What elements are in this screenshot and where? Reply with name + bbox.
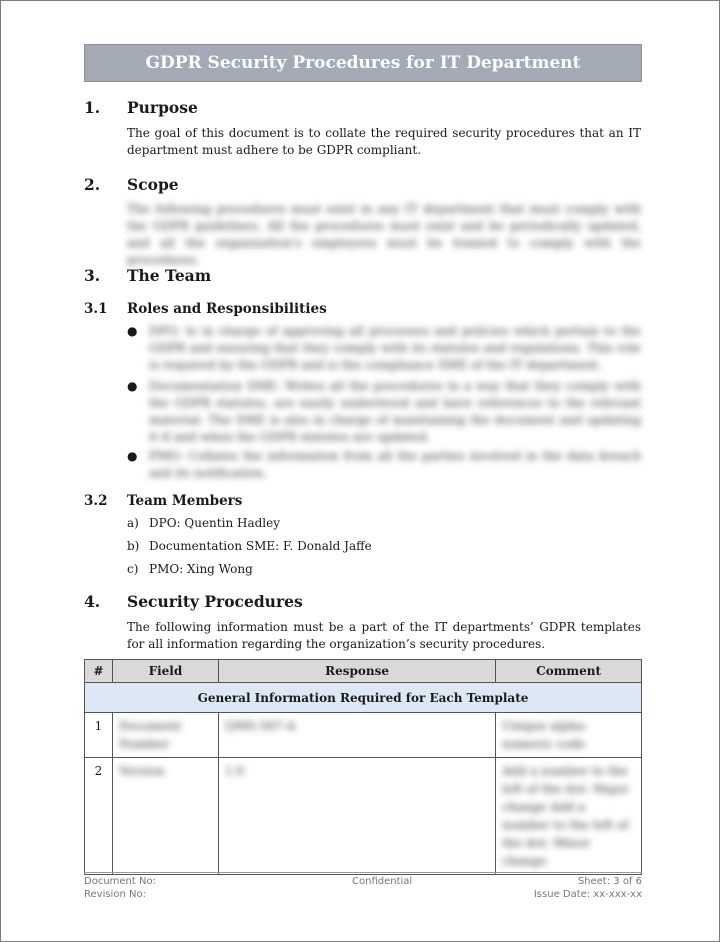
list-item [127, 323, 641, 374]
page-footer [84, 872, 642, 900]
role-text: DPO: Is in charge of approving all processes and policies which pertain to the GDPR and ensuring that they comply with its statutes and regulations. This role is required by the GDPR and is the compliance SME of the IT department. [149, 324, 641, 372]
section-heading-team [84, 266, 211, 285]
list-letter: a) [127, 516, 139, 530]
column-header-comment: Comment [496, 660, 642, 683]
row-index: 2 [85, 758, 113, 875]
subsection-number: 3.2 [84, 493, 108, 509]
footer-revision-no: Revision No: [84, 889, 146, 900]
footer-sheet: Sheet: 3 of 6 [577, 876, 642, 887]
list-item [127, 448, 641, 482]
scope-text: The following procedures must exist in any IT department that must comply with the GDPR guidelines. All the procedures must exist and be periodically updated, and all the organization's employees must be trained to comply with the procedures. [127, 202, 641, 267]
section-heading-purpose [84, 98, 198, 117]
list-item [127, 562, 253, 576]
section-number: 1. [84, 98, 101, 117]
bullet-icon: ● [127, 324, 138, 338]
section-title: The Team [127, 266, 212, 285]
member-text: DPO: Quentin Hadley [149, 516, 281, 530]
row-field: Version [112, 758, 218, 875]
bullet-icon: ● [127, 449, 138, 463]
row-comment: Add a number to the left of the dot: Major change Add a number to the left of the dot: Minor change [496, 758, 642, 875]
footer-confidential: Confidential [352, 876, 413, 887]
column-header-number: # [85, 660, 113, 683]
document-title: GDPR Security Procedures for IT Department [84, 44, 642, 82]
list-letter: b) [127, 539, 140, 553]
table-row [85, 713, 642, 758]
subsection-number: 3.1 [84, 301, 108, 317]
section-title: Security Procedures [127, 592, 303, 611]
table-section-label: General Information Required for Each Template [85, 683, 642, 713]
row-field: Document Number [112, 713, 218, 758]
section-number: 3. [84, 266, 101, 285]
section-title: Purpose [127, 98, 198, 117]
footer-document-no: Document No: [84, 876, 156, 887]
table-row [85, 758, 642, 875]
procedures-table [84, 659, 642, 875]
list-item [127, 516, 280, 530]
subsection-title: Team Members [127, 493, 243, 509]
subsection-heading-roles [84, 301, 327, 317]
section-number: 4. [84, 592, 101, 611]
footer-issue-date: Issue Date: xx-xxx-xx [533, 889, 642, 900]
list-item [127, 539, 372, 553]
list-letter: c) [127, 562, 139, 576]
table-section-row [85, 683, 642, 713]
column-header-response: Response [218, 660, 495, 683]
security-text: The following information must be a part of the IT departments’ GDPR templates for all information regarding the organization’s security procedures. [127, 620, 641, 651]
list-item [127, 378, 641, 446]
member-text: Documentation SME: F. Donald Jaffe [149, 539, 372, 553]
section-heading-scope [84, 175, 179, 194]
role-text: PMO: Collates the information from all the parties involved in the data breach and its notification. [149, 449, 641, 480]
member-text: PMO: Xing Wong [149, 562, 253, 576]
bullet-icon: ● [127, 379, 138, 393]
row-comment: Unique alpha-numeric code [496, 713, 642, 758]
row-response: QMS-567-A [218, 713, 495, 758]
column-header-field: Field [112, 660, 218, 683]
row-response: 1.0 [218, 758, 495, 875]
section-number: 2. [84, 175, 101, 194]
subsection-title: Roles and Responsibilities [127, 301, 327, 317]
table-header-row [85, 660, 642, 683]
footer-row-bottom [84, 889, 642, 900]
role-text: Documentation SME: Writes all the procedures in a way that they comply with the GDPR statutes, are easily understood and have references to the relevant material. The SME is also in charge of maintaining the document and updating it if and when the GDPR statutes are updated. [149, 379, 641, 444]
section-heading-security [84, 592, 303, 611]
purpose-text: The goal of this document is to collate the required security procedures that an IT department must adhere to be GDPR compliant. [127, 126, 641, 157]
section-title: Scope [127, 175, 179, 194]
row-index: 1 [85, 713, 113, 758]
subsection-heading-members [84, 493, 242, 509]
